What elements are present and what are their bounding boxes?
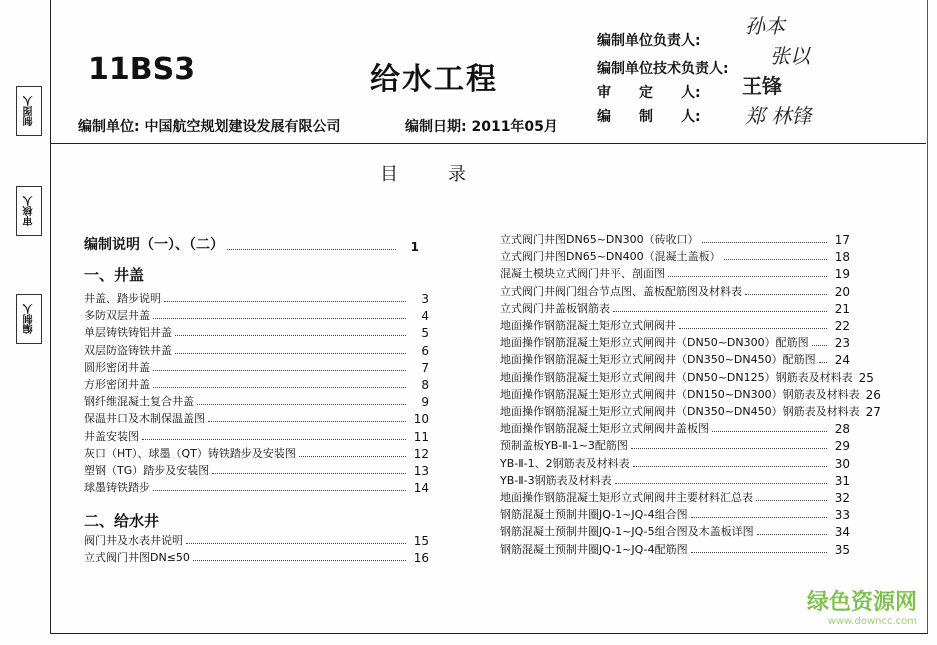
- dot-leader: [299, 456, 406, 457]
- toc-entry-page: 13: [413, 464, 429, 478]
- dot-leader: [193, 560, 406, 561]
- section-heading: 一、井盖: [84, 266, 145, 284]
- dot-leader: [186, 543, 406, 544]
- atlas-code: 11BS3: [88, 52, 196, 87]
- toc-entry[interactable]: [84, 376, 429, 392]
- toc-entry-label: 钢筋混凝土预制井圈JQ-1~JQ-4配筋图: [500, 542, 688, 556]
- signature: 孙本: [745, 14, 785, 38]
- toc-entry[interactable]: [84, 307, 429, 323]
- toc-entry-page: 10: [413, 412, 429, 427]
- dot-leader: [712, 431, 827, 432]
- dot-leader: [819, 362, 827, 363]
- toc-entry[interactable]: [84, 290, 429, 306]
- toc-entry-page: 28: [834, 422, 850, 437]
- toc-entry-label: 多防双层井盖: [84, 309, 150, 323]
- side-label-reviewer: 审核人: [16, 186, 42, 236]
- toc-entry-label: 混凝土模块立式阀门井平、剖面图: [500, 267, 665, 281]
- dot-leader: [153, 490, 406, 491]
- toc-entry[interactable]: [84, 428, 429, 444]
- role-approver: 审 定 人:: [597, 85, 701, 101]
- toc-entry-label: 方形密闭井盖: [84, 378, 150, 391]
- toc-entry-page: 22: [834, 319, 850, 333]
- toc-entry-page: 24: [834, 353, 850, 368]
- toc-entry-label: 立式阀门井图DN≤50: [84, 551, 190, 564]
- toc-entry-page: 34: [834, 525, 850, 540]
- toc-entry-page: 16: [413, 551, 429, 565]
- toc-entry-label: 地面操作钢筋混凝土矩形立式闸阀井（DN150~DN300）钢筋表及材料表: [500, 387, 860, 401]
- watermark: 绿色资源网 www.downcc.com: [806, 590, 917, 627]
- toc-entry[interactable]: [84, 549, 429, 565]
- toc-entry-page: 12: [413, 446, 429, 461]
- toc-entry[interactable]: 编制说明（一）、（二） 1: [84, 237, 419, 254]
- dot-leader: [756, 500, 827, 501]
- toc-entry-page: 3: [421, 292, 429, 306]
- toc-title: 目录: [380, 164, 516, 185]
- toc-entry[interactable]: [500, 541, 850, 557]
- toc-entry-page: 21: [834, 301, 850, 316]
- toc-entry[interactable]: [84, 410, 429, 426]
- toc-entry-page: 30: [834, 456, 850, 471]
- toc-entry-label: 井盖、踏步说明: [84, 292, 161, 305]
- toc-entry[interactable]: [500, 489, 850, 505]
- signature: 王锋: [742, 74, 782, 98]
- dot-leader: [613, 311, 827, 312]
- toc-entry[interactable]: [500, 472, 850, 488]
- toc-entry-label: 预制盖板YB-Ⅱ-1~3配筋图: [500, 439, 628, 453]
- side-label-compiler: 编制人: [16, 294, 42, 344]
- toc-entry[interactable]: [84, 393, 429, 409]
- toc-entry-page: 7: [421, 360, 429, 375]
- toc-entry-page: 35: [834, 542, 850, 557]
- toc-entry-label: 井盖安装图: [84, 429, 139, 443]
- compiling-unit: 编制单位: 中国航空规划建设发展有限公司: [78, 119, 341, 135]
- toc-entry-label: 球墨铸铁踏步: [84, 481, 150, 495]
- toc-entry[interactable]: [500, 403, 881, 419]
- dot-leader: [142, 439, 406, 440]
- dot-leader: [679, 328, 827, 329]
- toc-entry-label: 地面操作钢筋混凝土矩形立式闸阀井主要材料汇总表: [500, 491, 753, 504]
- toc-entry-page: 27: [865, 405, 881, 419]
- dot-leader: [691, 517, 827, 518]
- role-compiler: 编 制 人:: [597, 109, 701, 125]
- dot-leader: [153, 318, 406, 319]
- toc-entry-label: 钢筋混凝土预制井圈JQ-1~JQ-5组合图及木盖板详图: [500, 525, 754, 539]
- toc-entry[interactable]: [500, 300, 850, 316]
- dot-leader: [175, 335, 406, 336]
- toc-entry-label: 立式阀门井图DN65~DN400（混凝土盖板）: [500, 250, 721, 264]
- atlas-title: 给水工程: [370, 62, 498, 97]
- side-label-drafter: 制图人: [16, 86, 42, 136]
- toc-entry[interactable]: [500, 506, 850, 522]
- toc-entry-page: 25: [858, 370, 874, 385]
- toc-entry[interactable]: [500, 420, 850, 436]
- toc-entry-page: 6: [421, 343, 429, 358]
- toc-entry[interactable]: [500, 334, 850, 350]
- toc-entry[interactable]: [500, 231, 850, 247]
- toc-entry-label: 圆形密闭井盖: [84, 360, 150, 374]
- signature: 张以: [770, 44, 810, 68]
- toc-entry[interactable]: [84, 324, 429, 340]
- toc-entry-label: 地面操作钢筋混凝土矩形立式闸阀井（DN50~DN300）配筋图: [500, 336, 809, 350]
- toc-entry-page: 14: [413, 481, 429, 496]
- role-unit-head: 编制单位负责人:: [597, 33, 701, 49]
- dot-leader: [164, 301, 406, 302]
- toc-entry-label: 立式阀门井盖板钢筋表: [500, 301, 610, 315]
- toc-entry-page: 29: [834, 439, 850, 454]
- toc-entry-label: 地面操作钢筋混凝土矩形立式闸阀井盖板图: [500, 422, 709, 436]
- dot-leader: [668, 276, 827, 277]
- toc-entry[interactable]: [500, 369, 874, 385]
- toc-entry-label: 灰口（HT）、球墨（QT）铸铁踏步及安装图: [84, 446, 296, 460]
- toc-entry[interactable]: [500, 351, 850, 367]
- toc-entry-label: 地面操作钢筋混凝土矩形立式闸阀井: [500, 319, 676, 332]
- dot-leader: [691, 552, 827, 553]
- toc-entry[interactable]: [500, 523, 850, 539]
- dot-leader: [702, 242, 827, 243]
- toc-entry-page: 20: [834, 284, 850, 299]
- toc-entry-label: 保温井口及木制保温盖图: [84, 412, 205, 426]
- toc-entry[interactable]: [500, 265, 850, 281]
- dot-leader: [757, 534, 827, 535]
- dot-leader: [724, 259, 827, 260]
- toc-entry[interactable]: [84, 532, 429, 548]
- toc-entry-label: 塑钢（TG）踏步及安装图: [84, 464, 210, 477]
- dot-leader: [615, 483, 827, 484]
- compiling-date: 编制日期: 2011年05月: [405, 119, 558, 135]
- role-tech-head: 编制单位技术负责人:: [597, 61, 729, 77]
- toc-entry-page: 5: [421, 326, 429, 341]
- toc-entry-label: 双层防盗铸铁井盖: [84, 343, 172, 357]
- dot-leader: [631, 448, 827, 449]
- toc-entry[interactable]: [84, 342, 429, 358]
- toc-entry-page: 4: [421, 309, 429, 324]
- toc-entry-page: 19: [834, 267, 850, 282]
- toc-entry-label: 阀门井及水表井说明: [84, 534, 183, 547]
- toc-entry-page: 17: [834, 233, 850, 247]
- toc-entry-label: 地面操作钢筋混凝土矩形立式闸阀井（DN50~DN125）钢筋表及材料表: [500, 370, 853, 384]
- toc-entry[interactable]: [500, 455, 850, 471]
- toc-entry-page: 18: [834, 250, 850, 265]
- toc-entry[interactable]: [500, 317, 850, 333]
- toc-entry-page: 33: [834, 508, 850, 523]
- toc-entry-page: 32: [834, 491, 850, 505]
- toc-entry-label: 钢纤维混凝土复合井盖: [84, 395, 194, 409]
- dot-leader: [212, 473, 406, 474]
- toc-entry-page: 31: [834, 473, 850, 488]
- toc-entry-page: 15: [413, 534, 429, 548]
- dot-leader: [153, 370, 406, 371]
- dot-leader: [745, 294, 827, 295]
- header-divider: [50, 143, 926, 144]
- toc-entry[interactable]: [84, 462, 429, 478]
- toc-entry[interactable]: [500, 386, 881, 402]
- toc-entry-page: 26: [865, 387, 881, 402]
- dot-leader: [633, 466, 827, 467]
- toc-entry[interactable]: [84, 359, 429, 375]
- toc-entry-label: 地面操作钢筋混凝土矩形立式闸阀井（DN350~DN450）配筋图: [500, 353, 816, 367]
- toc-entry-page: 9: [421, 395, 429, 410]
- toc-entry-label: 单层铸铁铸铝井盖: [84, 326, 172, 340]
- dot-leader: [812, 345, 827, 346]
- toc-entry-label: YB-Ⅱ-1、2钢筋表及材料表: [500, 456, 630, 470]
- dot-leader: [175, 353, 406, 354]
- toc-entry-page: 23: [834, 336, 850, 351]
- toc-entry[interactable]: [500, 437, 850, 453]
- toc-entry-page: 11: [413, 429, 429, 444]
- dot-leader: [197, 404, 406, 405]
- dot-leader: [153, 387, 406, 388]
- toc-entry[interactable]: [500, 283, 850, 299]
- toc-entry-page: 8: [421, 378, 429, 392]
- signature: 郑 林锋: [745, 104, 812, 128]
- toc-entry-label: 钢筋混凝土预制井圈JQ-1~JQ-4组合图: [500, 508, 688, 522]
- toc-entry-label: YB-Ⅱ-3钢筋表及材料表: [500, 473, 612, 487]
- toc-entry[interactable]: [500, 248, 850, 264]
- toc-entry[interactable]: [84, 479, 429, 495]
- toc-entry[interactable]: [84, 445, 429, 461]
- section-heading: 二、给水井: [84, 512, 160, 530]
- toc-entry-label: 立式阀门井图DN65~DN300（砖收口）: [500, 233, 699, 246]
- toc-entry-label: 地面操作钢筋混凝土矩形立式闸阀井（DN350~DN450）钢筋表及材料表: [500, 405, 860, 418]
- dot-leader: [208, 421, 406, 422]
- toc-entry-label: 立式阀门井阀门组合节点图、盖板配筋图及材料表: [500, 284, 742, 298]
